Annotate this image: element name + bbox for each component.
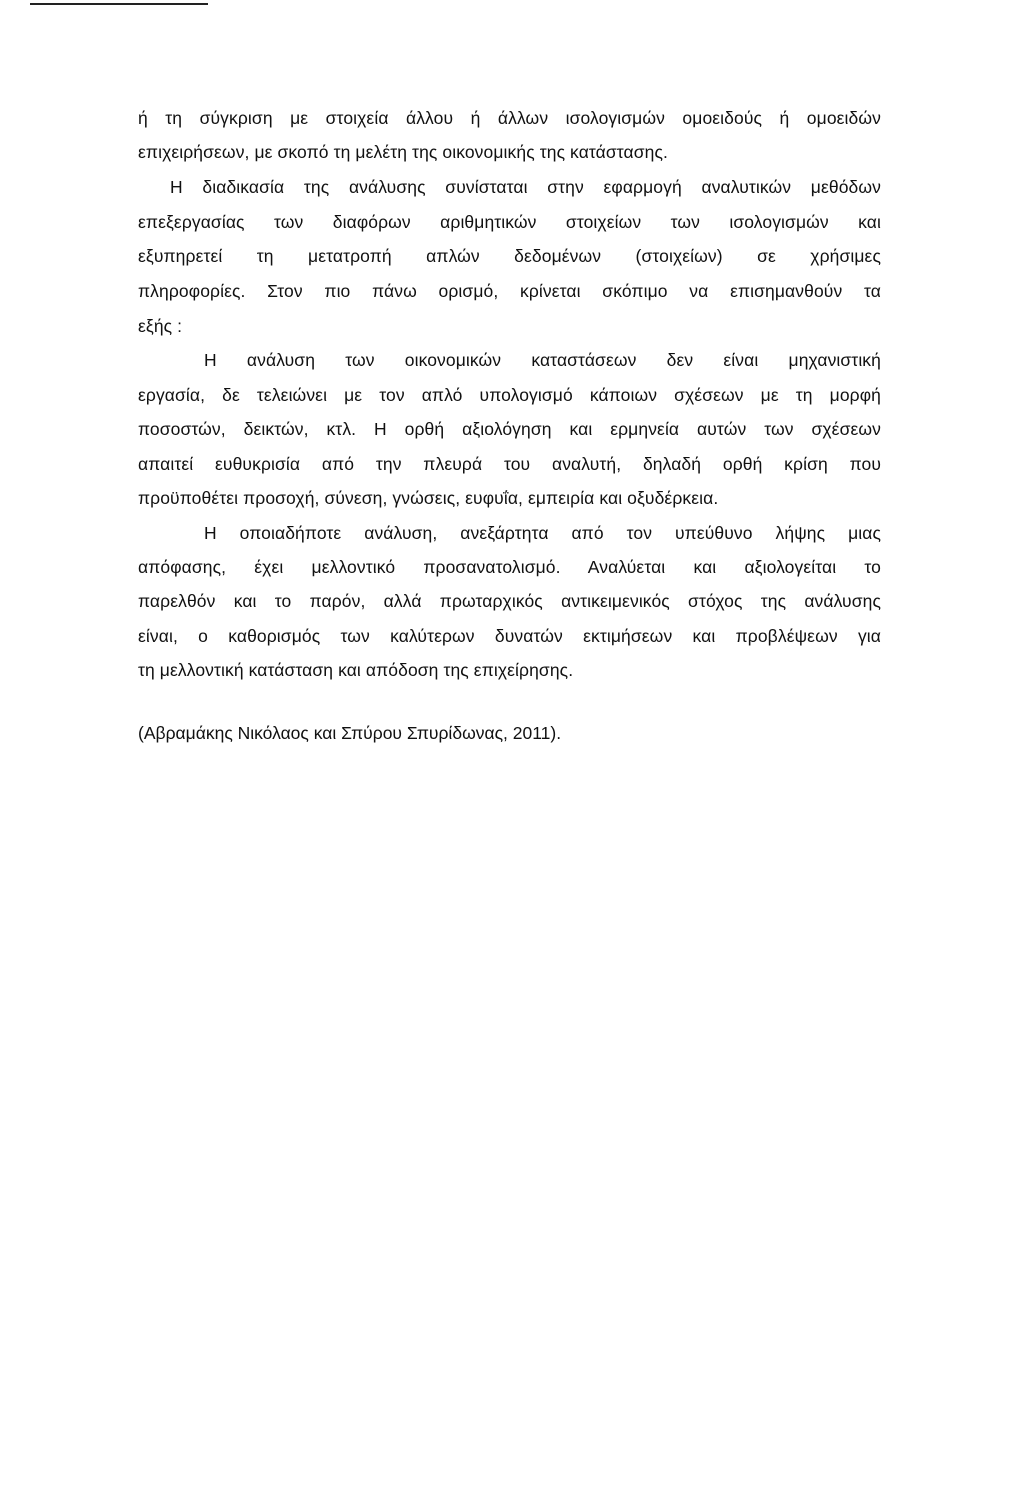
text-line: επεξεργασίας των διαφόρων αριθμητικών στοιχείων των ισολογισμών και: [138, 212, 881, 232]
text-line: ποσοστών, δεικτών, κτλ. Η ορθή αξιολόγηση και ερμηνεία αυτών των σχέσεων: [138, 419, 881, 439]
text-line: πληροφορίες. Στον πιο πάνω ορισμό, κρίνεται σκόπιμο να επισημανθούν τα: [138, 281, 881, 301]
text-line-paragraph-start: Η οποιαδήποτε ανάλυση, ανεξάρτητα από τον υπεύθυνο λήψης μιας: [204, 523, 881, 543]
text-line-paragraph-start: Η διαδικασία της ανάλυσης συνίσταται στην εφαρμογή αναλυτικών μεθόδων: [170, 177, 881, 197]
citation: (Αβραμάκης Νικόλαος και Σπύρου Σπυρίδωνας, 2011).: [138, 723, 562, 743]
text-line: προϋποθέτει προσοχή, σύνεση, γνώσεις, ευφυΐα, εμπειρία και οξυδέρκεια.: [138, 488, 719, 508]
text-line: απαιτεί ευθυκρισία από την πλευρά του αναλυτή, δηλαδή ορθή κρίση που: [138, 454, 881, 474]
text-line: παρελθόν και το παρόν, αλλά πρωταρχικός αντικειμενικός στόχος της ανάλυσης: [138, 591, 881, 611]
text-line: επιχειρήσεων, με σκοπό τη μελέτη της οικονομικής της κατάστασης.: [138, 142, 669, 162]
text-line: εξυπηρετεί τη μετατροπή απλών δεδομένων (στοιχείων) σε χρήσιμες: [138, 246, 881, 266]
text-line: εξής :: [138, 316, 183, 336]
text-line: είναι, ο καθορισμός των καλύτερων δυνατών εκτιμήσεων και προβλέψεων για: [138, 626, 881, 646]
text-line: εργασία, δε τελειώνει με τον απλό υπολογισμό κάποιων σχέσεων με τη μορφή: [138, 385, 881, 405]
text-line-paragraph-start: Η ανάλυση των οικονομικών καταστάσεων δεν είναι μηχανιστική: [204, 350, 881, 370]
text-line: ή τη σύγκριση με στοιχεία άλλου ή άλλων ισολογισμών ομοειδούς ή ομοειδών: [138, 108, 881, 128]
text-line: τη μελλοντική κατάσταση και απόδοση της επιχείρησης.: [138, 660, 574, 680]
text-line: απόφασης, έχει μελλοντικό προσανατολισμό. Αναλύεται και αξιολογείται το: [138, 557, 881, 577]
